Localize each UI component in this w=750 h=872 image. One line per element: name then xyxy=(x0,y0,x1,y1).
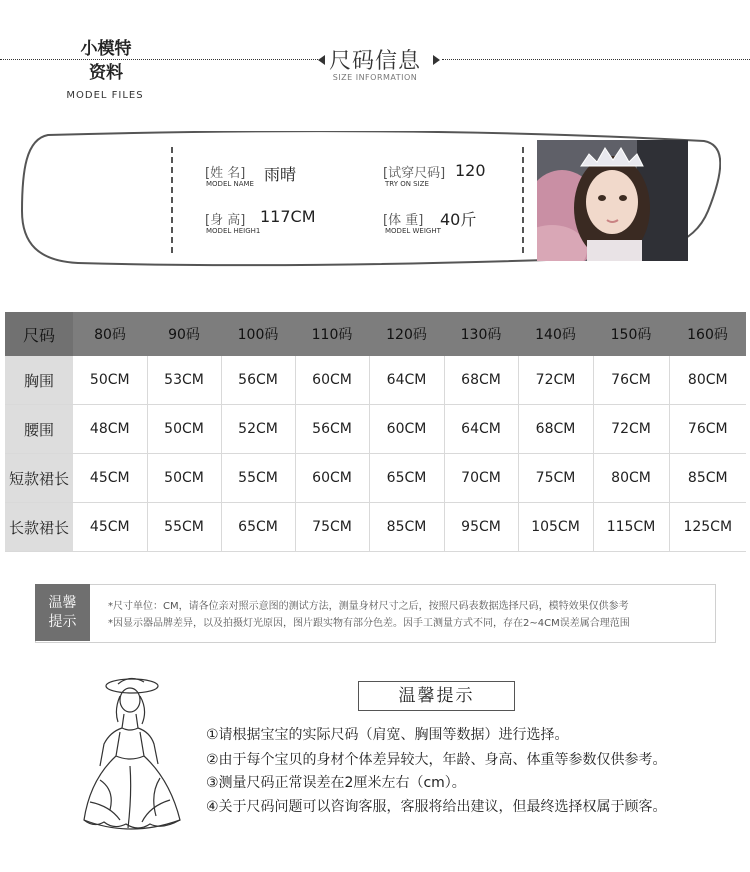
row-label: 腰围 xyxy=(5,405,73,454)
card-divider-left xyxy=(171,147,173,253)
row-label: 长款裙长 xyxy=(5,503,73,552)
table-cell: 85CM xyxy=(369,503,444,552)
table-cell: 85CM xyxy=(669,454,746,503)
table-cell: 60CM xyxy=(369,405,444,454)
table-cell: 105CM xyxy=(518,503,593,552)
table-cell: 50CM xyxy=(73,356,147,405)
size-header-cell: 160码 xyxy=(669,312,746,356)
weight-label: [体 重] xyxy=(383,213,424,228)
row-label: 短款裙长 xyxy=(5,454,73,503)
notice-text-line2: *因显示器品牌差异，以及拍摄灯光原因，图片跟实物有部分色差。因手工测量方式不同，存在2~4CM误差属合理范围 xyxy=(108,618,630,629)
size-header-label: 尺码 xyxy=(5,312,73,356)
model-card-title-line1: 小模特 xyxy=(80,39,132,59)
size-header-cell: 120码 xyxy=(369,312,444,356)
tip-item: ②由于每个宝贝的身材个体差异较大，年龄、身高、体重等参数仅供参考。 xyxy=(206,752,667,768)
table-cell: 50CM xyxy=(147,405,221,454)
table-cell: 68CM xyxy=(518,405,593,454)
table-cell: 95CM xyxy=(444,503,518,552)
card-divider-right xyxy=(522,147,524,253)
table-cell: 52CM xyxy=(221,405,295,454)
table-cell: 75CM xyxy=(295,503,369,552)
notice-text-line1: *尺寸单位：CM，请各位亲对照示意图的测试方法，测量身材尺寸之后，按照尺码表数据选择尺码，模特效果仅供参考 xyxy=(108,601,629,612)
table-cell: 72CM xyxy=(593,405,669,454)
height-label-en: MODEL HEIGH1 xyxy=(206,227,261,235)
table-cell: 56CM xyxy=(221,356,295,405)
section-title: 尺码信息 xyxy=(328,49,421,74)
height-value: 117CM xyxy=(260,207,316,226)
tip-item: ③测量尺码正常误差在2厘米左右（cm）。 xyxy=(206,775,466,791)
table-cell: 45CM xyxy=(73,503,147,552)
table-cell: 60CM xyxy=(295,356,369,405)
table-cell: 115CM xyxy=(593,503,669,552)
table-row-short-dress xyxy=(5,454,746,503)
table-cell: 70CM xyxy=(444,454,518,503)
name-label-en: MODEL NAME xyxy=(206,180,254,188)
size-header-cell: 130码 xyxy=(444,312,518,356)
size-header-cell: 150码 xyxy=(593,312,669,356)
tips-title: 温馨提示 xyxy=(358,681,515,711)
table-cell: 50CM xyxy=(147,454,221,503)
princess-illustration xyxy=(70,670,192,840)
table-cell: 45CM xyxy=(73,454,147,503)
table-cell: 55CM xyxy=(147,503,221,552)
table-cell: 65CM xyxy=(221,503,295,552)
table-cell: 53CM xyxy=(147,356,221,405)
table-cell: 75CM xyxy=(518,454,593,503)
notice-tag-line1: 温馨 xyxy=(48,595,77,611)
size-header-cell: 110码 xyxy=(295,312,369,356)
table-row-waist xyxy=(5,405,746,454)
table-cell: 56CM xyxy=(295,405,369,454)
try-size-value: 120 xyxy=(455,161,486,180)
table-cell: 76CM xyxy=(669,405,746,454)
name-label: [姓 名] xyxy=(205,166,246,181)
table-cell: 68CM xyxy=(444,356,518,405)
notice-tag xyxy=(35,584,90,641)
row-label: 胸围 xyxy=(5,356,73,405)
weight-label-en: MODEL WEIGHT xyxy=(385,227,441,235)
try-size-label: [试穿尺码] xyxy=(383,166,446,181)
section-subtitle: SIZE INFORMATION xyxy=(332,73,418,82)
size-header-cell: 90码 xyxy=(147,312,221,356)
name-value: 雨晴 xyxy=(264,165,297,184)
table-row-chest xyxy=(5,356,746,405)
table-row-long-dress xyxy=(5,503,746,552)
notice-tag-line2: 提示 xyxy=(48,614,77,630)
model-card-title xyxy=(56,37,156,85)
model-card-title-line2: 资料 xyxy=(89,63,123,83)
table-cell: 80CM xyxy=(593,454,669,503)
table-cell: 80CM xyxy=(669,356,746,405)
table-cell: 64CM xyxy=(444,405,518,454)
table-cell: 72CM xyxy=(518,356,593,405)
table-cell: 76CM xyxy=(593,356,669,405)
height-label: [身 高] xyxy=(205,213,246,228)
size-table xyxy=(5,312,746,552)
model-card-title-en: MODEL FILES xyxy=(66,90,144,101)
table-cell: 48CM xyxy=(73,405,147,454)
table-cell: 125CM xyxy=(669,503,746,552)
size-header-cell: 100码 xyxy=(221,312,295,356)
tip-item: ④关于尺码问题可以咨询客服，客服将给出建议，但最终选择权属于顾客。 xyxy=(206,799,667,815)
table-cell: 64CM xyxy=(369,356,444,405)
table-cell: 60CM xyxy=(295,454,369,503)
tip-item: ①请根据宝宝的实际尺码（肩宽、胸围等数据）进行选择。 xyxy=(206,727,569,743)
model-photo xyxy=(537,140,688,261)
size-table-header-row xyxy=(5,312,746,356)
weight-value: 40斤 xyxy=(440,210,477,229)
try-size-label-en: TRY ON SIZE xyxy=(385,180,429,188)
size-header-cell: 140码 xyxy=(518,312,593,356)
table-cell: 65CM xyxy=(369,454,444,503)
table-cell: 55CM xyxy=(221,454,295,503)
size-header-cell: 80码 xyxy=(73,312,147,356)
